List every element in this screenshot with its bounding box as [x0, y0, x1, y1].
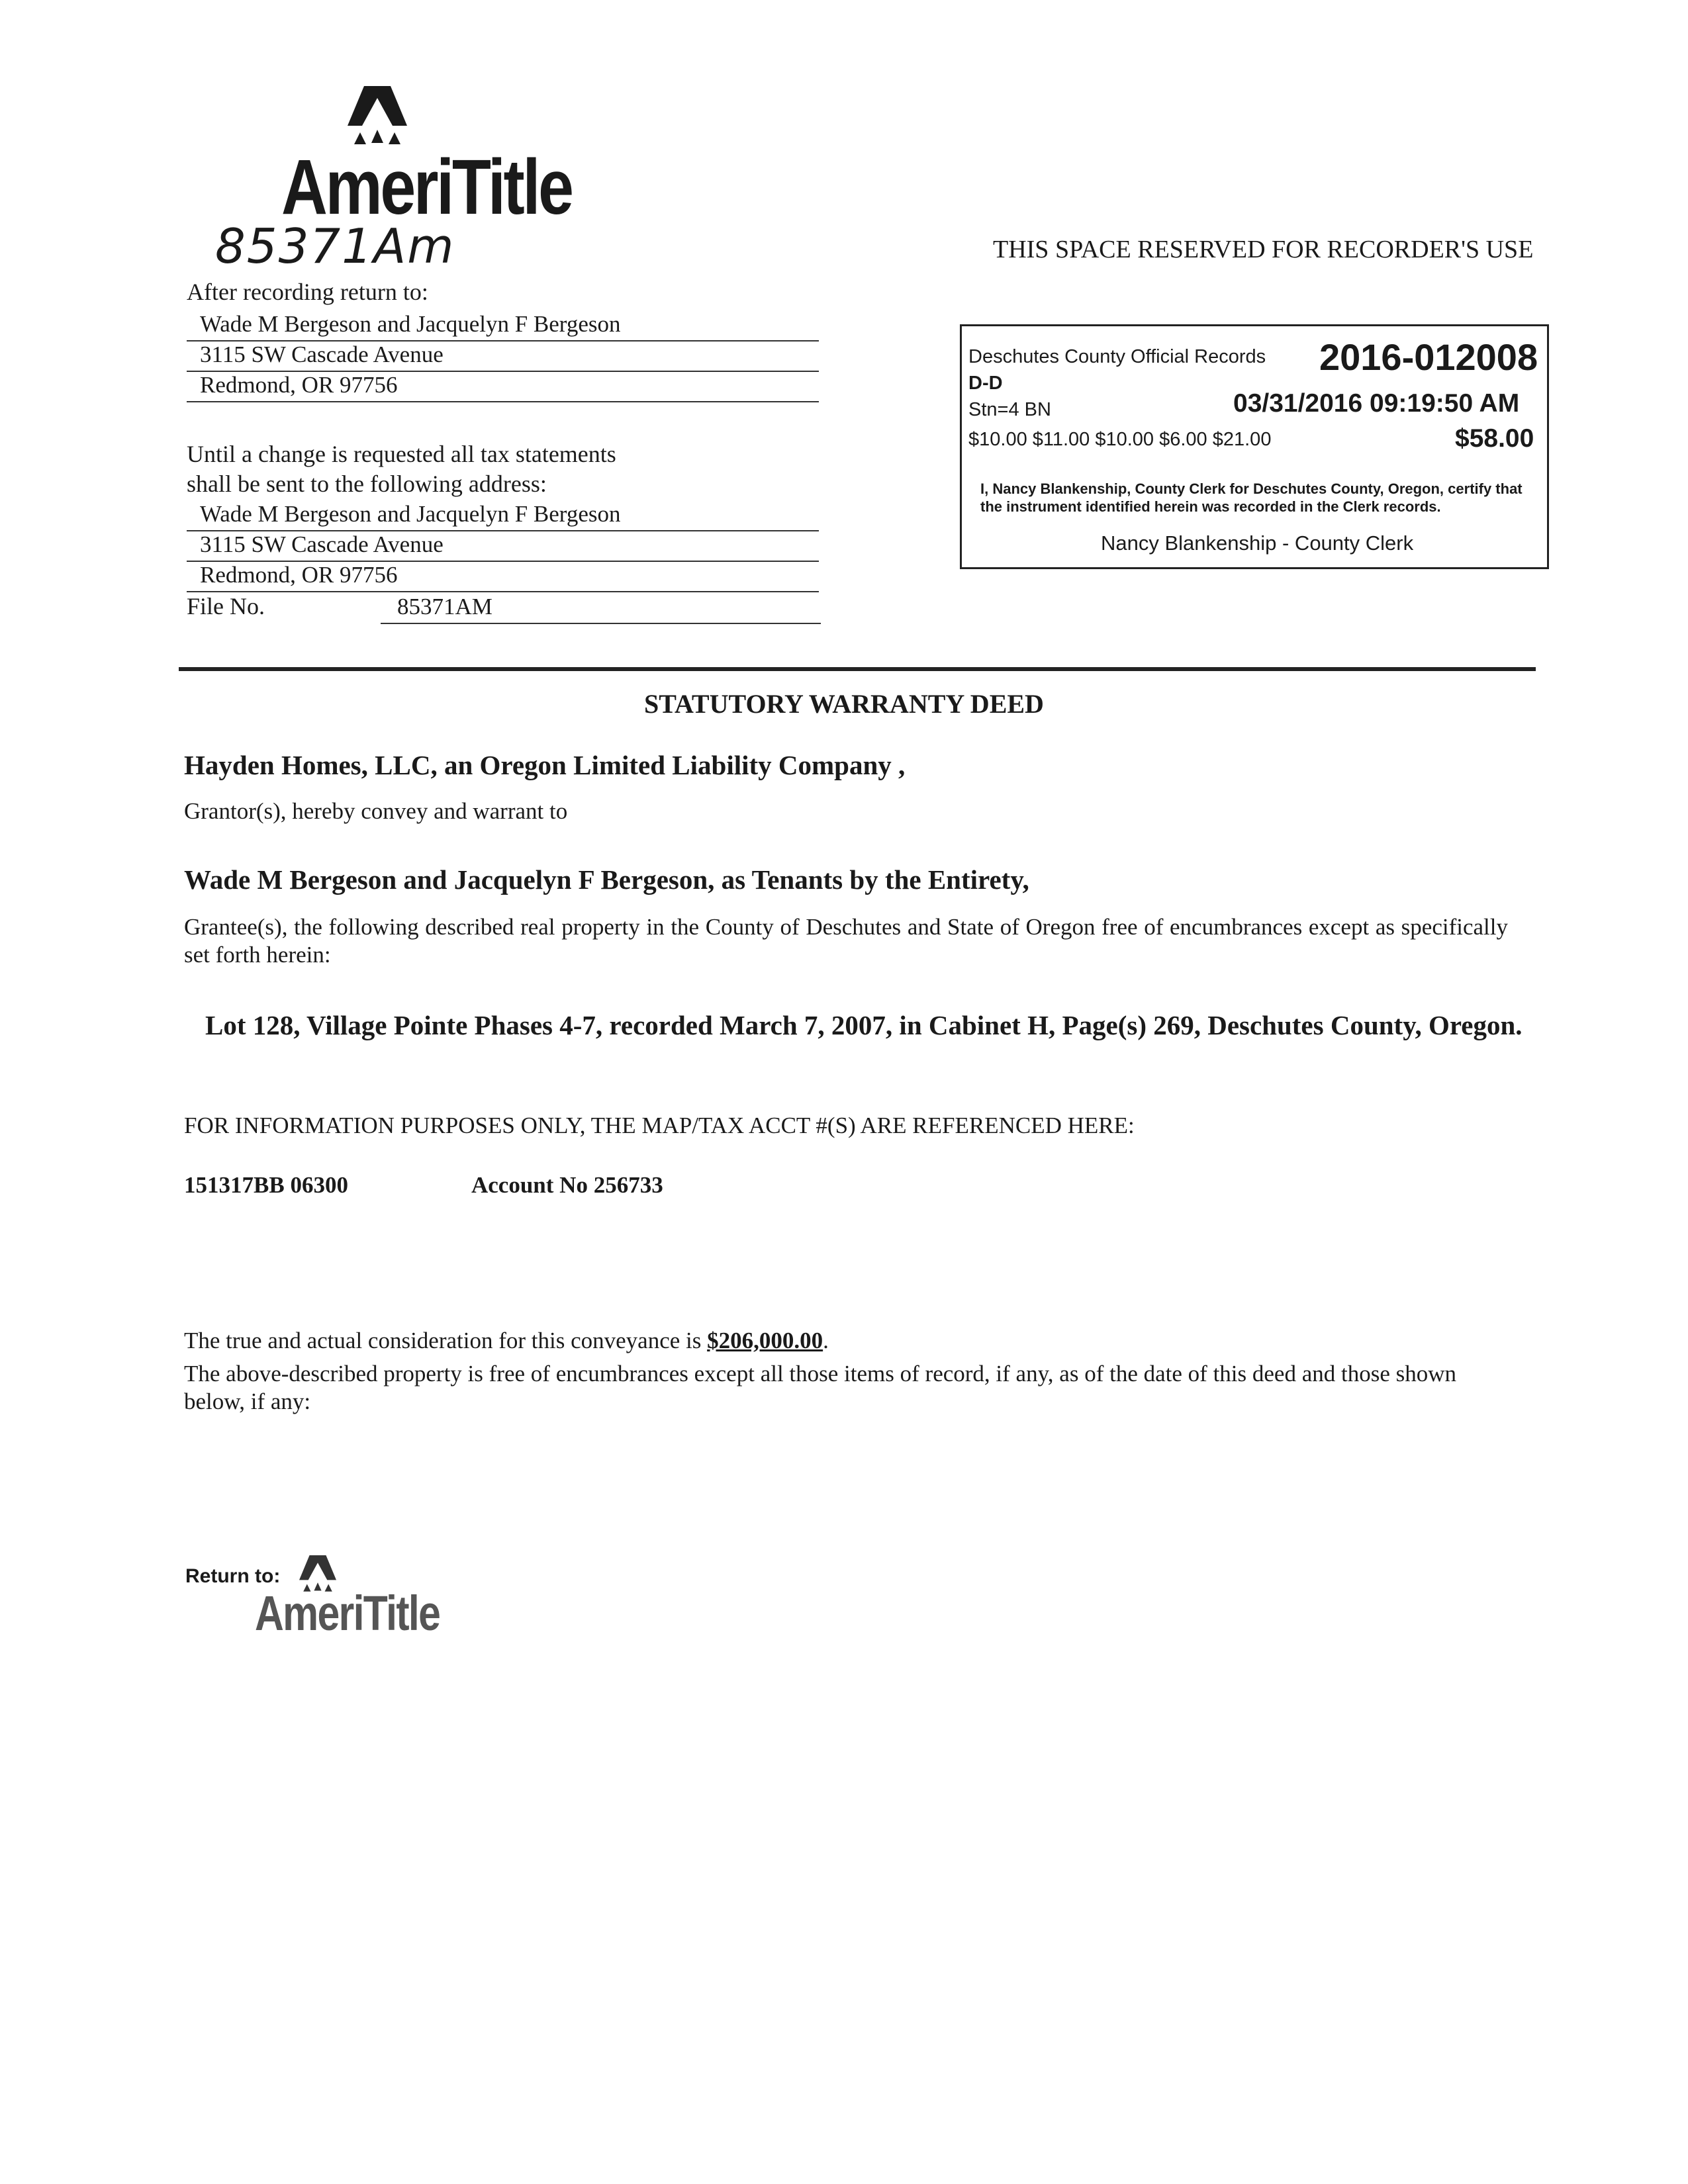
consideration-amount: $206,000.00 [707, 1328, 823, 1353]
county-records-label: Deschutes County Official Records [968, 346, 1266, 367]
grantor-name: Hayden Homes, LLC, an Oregon Limited Liability Company , [184, 750, 906, 780]
return-to-stamp-label: Return to: [185, 1565, 281, 1587]
recording-total: $58.00 [1455, 424, 1534, 453]
tax-statements-label-1: Until a change is requested all tax statements [187, 441, 616, 467]
consideration-suffix: . [823, 1328, 829, 1353]
recording-fees: $10.00 $11.00 $10.00 $6.00 $21.00 [968, 429, 1272, 450]
document-number: 2016-012008 [1319, 336, 1538, 378]
return-to-label: After recording return to: [187, 279, 428, 305]
handwritten-file-note: 85371Am [215, 218, 455, 274]
ameritle-logo-mark [341, 86, 414, 146]
grantor-clause: Grantor(s), hereby convey and warrant to [184, 798, 568, 824]
tax-city: Redmond, OR 97756 [187, 561, 819, 592]
return-to-street: 3115 SW Cascade Avenue [187, 340, 819, 372]
account-number: Account No 256733 [471, 1172, 663, 1198]
information-purposes-line: FOR INFORMATION PURPOSES ONLY, THE MAP/TAX ACCT #(S) ARE REFERENCED HERE: [184, 1113, 1135, 1138]
tax-statements-label-2: shall be sent to the following address: [187, 471, 547, 497]
file-no-value: 85371AM [381, 592, 821, 624]
consideration-prefix: The true and actual consideration for this conveyance is [184, 1328, 702, 1353]
station-id: Stn=4 BN [968, 399, 1051, 420]
encumbrances-clause: The above-described property is free of encumbrances except all those items of record, if any, as of the date of this deed and those shown below, if any: [184, 1361, 1457, 1414]
document-type: D-D [968, 373, 1003, 394]
recorder-space-label: THIS SPACE RESERVED FOR RECORDER'S USE [993, 236, 1534, 263]
tax-street: 3115 SW Cascade Avenue [187, 530, 819, 562]
recorder-stamp-box [960, 324, 1549, 569]
file-no-label: File No. [187, 593, 265, 619]
consideration-line [184, 1327, 829, 1355]
return-to-city: Redmond, OR 97756 [187, 371, 819, 402]
return-to-name: Wade M Bergeson and Jacquelyn F Bergeson [187, 310, 819, 341]
header-divider [179, 667, 1536, 671]
footer-logo-text: AmeriTitle [255, 1586, 440, 1641]
ameritle-logo-text: AmeriTitle [281, 144, 572, 231]
legal-description: Lot 128, Village Pointe Phases 4-7, recorded March 7, 2007, in Cabinet H, Page(s) 269, Deschutes County, Oregon. [205, 1010, 1523, 1040]
county-clerk-name: Nancy Blankenship - County Clerk [1101, 531, 1414, 555]
deed-title: STATUTORY WARRANTY DEED [644, 689, 1044, 719]
clerk-certification: I, Nancy Blankenship, County Clerk for Deschutes County, Oregon, certify that the instrument identified herein was recorded in the Clerk records. [980, 480, 1523, 515]
grantee-name: Wade M Bergeson and Jacquelyn F Bergeson, as Tenants by the Entirety, [184, 864, 1029, 895]
tax-name: Wade M Bergeson and Jacquelyn F Bergeson [187, 500, 819, 531]
map-tax-number: 151317BB 06300 [184, 1172, 348, 1198]
recording-datetime: 03/31/2016 09:19:50 AM [1233, 389, 1520, 418]
grantee-clause: Grantee(s), the following described real property in the County of Deschutes and State of Oregon free of encumbrances except as specifically set forth herein: [184, 914, 1508, 968]
